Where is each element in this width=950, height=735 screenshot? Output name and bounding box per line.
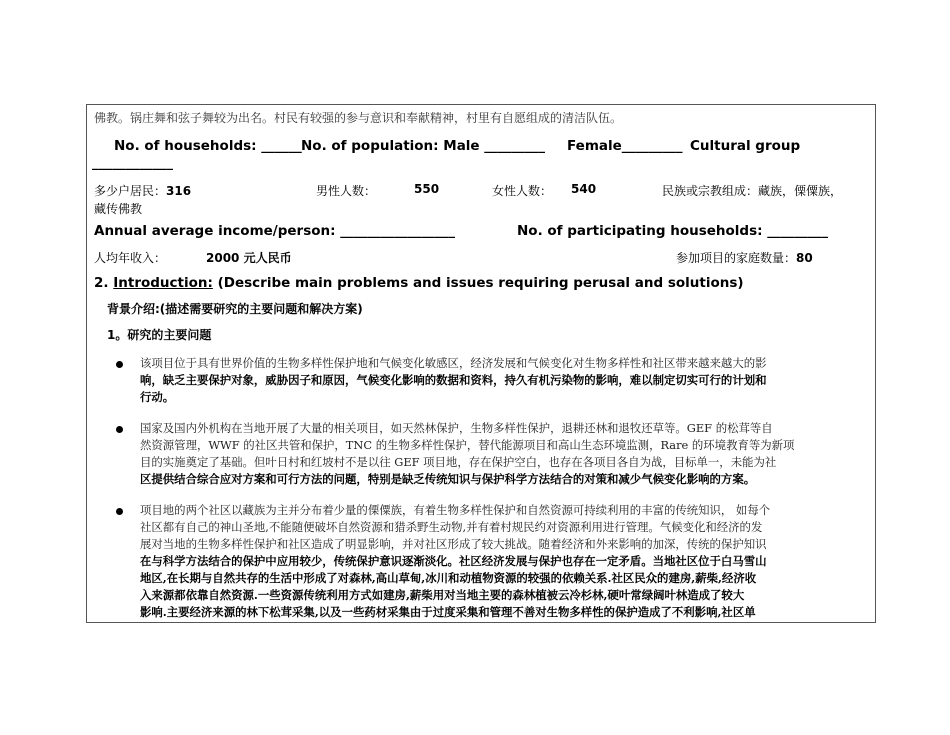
line: 响，缺乏主要保护对象，威胁因子和原因，气候变化影响的数据和资料，持久有机污染物的影响，难以制定切实可行的计划和 [140, 373, 767, 387]
participating-label-en: No. of participating households: _________ [517, 223, 828, 239]
bullet-3-dot [116, 508, 123, 515]
ethnic-group-cont: 藏传佛教 [94, 202, 143, 216]
population-label-en: No. of population: Male _________ [301, 138, 546, 154]
intro-line: 佛教。锅庄舞和弦子舞较为出名。村民有较强的参与意识和奉献精神，村里有自愿组成的清洁队伍。 [94, 111, 623, 125]
participating-label-cn: 参加项目的家庭数量：80 [676, 251, 813, 265]
female-label-cn: 女性人数： [492, 184, 553, 198]
bullet-1-paragraph [140, 355, 868, 406]
line: 然资源管理，WWF 的社区共管和保护，TNC 的生物多样性保护，替代能源项目和高山生态环境监测，Rare 的环境教育等为新项 [140, 438, 795, 452]
line: 地区,在长期与自然共存的生活中形成了对森林,高山草甸,冰川和动植物资源的较强的依赖关系.社区民众的建房,薪柴,经济收 [140, 571, 757, 585]
male-label-cn: 男性人数： [316, 184, 377, 198]
line: 在与科学方法结合的保护中应用较少，传统保护意识逐渐淡化。社区经济发展与保护也存在一定矛盾。当地社区位于白马雪山 [140, 554, 767, 568]
bullet-2-dot [116, 426, 123, 433]
income-label-cn: 人均年收入： [94, 251, 167, 265]
income-label-en: Annual average income/person: _________________ [94, 223, 455, 239]
line: 项目地的两个社区以藏族为主并分布着少量的傈僳族，有着生物多样性保护和自然资源可持续利用的丰富的传统知识， 如每个 [140, 503, 771, 517]
subsection-title: 1。研究的主要问题 [107, 328, 212, 342]
male-value: 550 [414, 182, 440, 196]
female-label-en: Female_________ [567, 138, 683, 154]
income-value: 2000 元人民币 [206, 251, 292, 265]
section-heading-cn: 背景介绍:(描述需要研究的主要问题和解决方案) [107, 302, 363, 316]
bullet-1-dot [116, 361, 123, 368]
line: 展对当地的生物多样性保护和社区造成了明显影响，并对社区形成了较大挑战。随着经济和外来影响的加深，传统的保护知识 [140, 537, 767, 551]
line: 国家及国内外机构在当地开展了大量的相关项目，如天然林保护，生物多样性保护，退耕还林和退牧还草等。GEF 的松茸等自 [140, 421, 773, 435]
bullet-3-paragraph [140, 502, 868, 621]
cultural-group-label-en: Cultural group [690, 138, 801, 154]
line: 目的实施奠定了基础。但叶日村和红坡村不是以往 GEF 项目地，存在保护空白，也存在各项目各自为战，目标单一，未能为社 [140, 455, 777, 469]
line: 影响.主要经济来源的林下松茸采集,以及一些药材采集由于过度采集和管理不善对生物多样性的保护造成了不利影响,社区单 [140, 605, 756, 619]
line: 社区都有自己的神山圣地,不能随便破坏自然资源和猎杀野生动物,并有着村规民约对资源利用进行管理。气候变化和经济的发 [140, 520, 763, 534]
households-label-en: No. of households: ______ [114, 138, 302, 154]
section-heading: 2. Introduction: (Describe main problems and issues requiring perusal and solutions) [94, 275, 744, 291]
ethnic-group-label: 民族或宗教组成：藏族，傈僳族， [662, 184, 843, 198]
female-value: 540 [571, 182, 597, 196]
line: 区提供结合综合应对方案和可行方法的问题，特别是缺乏传统知识与保护科学方法结合的对策和减少气候变化影响的方案。 [140, 472, 756, 486]
line: 该项目位于具有世界价值的生物多样性保护地和气候变化敏感区，经济发展和气候变化对生物多样性和社区带来越来越大的影 [140, 356, 767, 370]
line: 行动。 [140, 390, 175, 404]
line: 入来源都依靠自然资源.一些资源传统利用方式如建房,薪柴用对当地主要的森林植被云冷杉林,硬叶常绿阔叶林造成了较大 [140, 588, 745, 602]
cultural-group-blank: ____________ [92, 155, 173, 171]
bullet-2-paragraph [140, 420, 868, 488]
households-label-cn: 多少户居民：316 [94, 184, 192, 198]
